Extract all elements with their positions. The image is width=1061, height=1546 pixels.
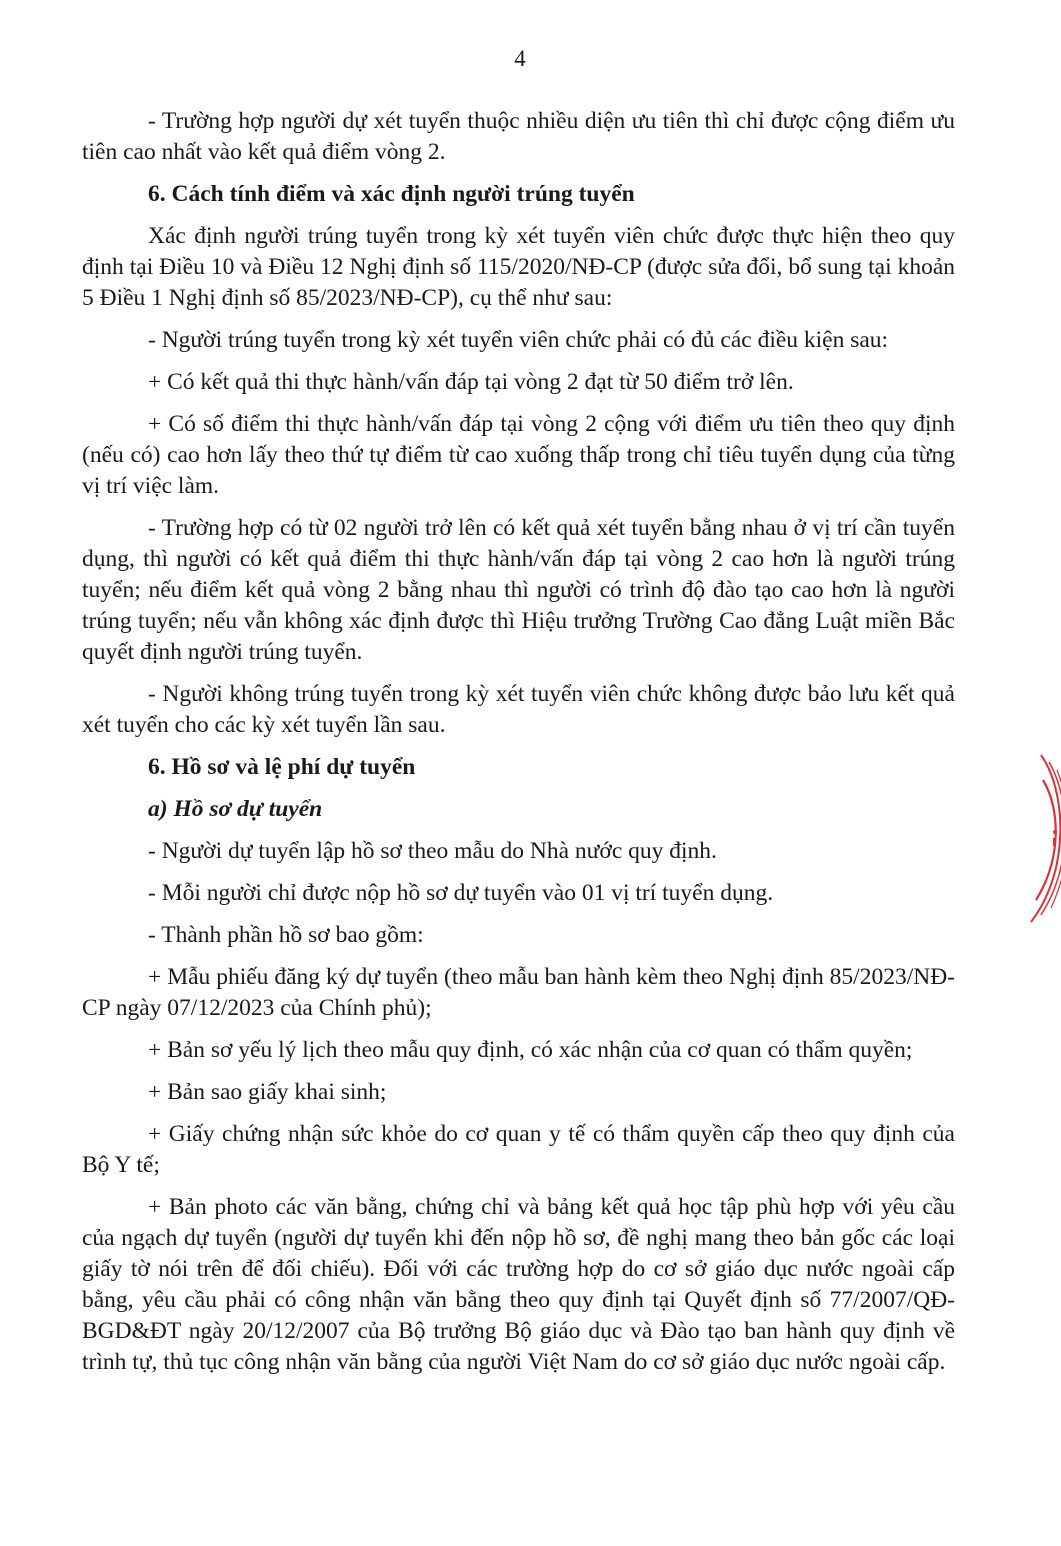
subsection-heading-dossier: a) Hồ sơ dự tuyển [148,796,323,822]
paragraph-one-position: - Mỗi người chỉ được nộp hồ sơ dự tuyển vào 01 vị trí tuyển dụng. [148,880,774,906]
paragraph-diplomas: + Bản photo các văn bằng, chứng chỉ và bảng kết quả học tập phù hợp với yêu cầu của ngạch dự tuyển (người dự tuyển khi đến nộp hồ sơ, đề nghị mang theo bản gốc các loại giấy tờ nói trên để đối chiếu). Đối với các trường hợp do cơ sở giáo dục nước ngoài cấp bằng, yêu cầu phải có công nhận văn bằng theo quy định tại Quyết định số 77/2007/QĐ-BGD&ĐT ngày 20/12/2007 của Bộ trưởng Bộ giáo dục và Đào tạo ban hành quy định về trình tự, thủ tục công nhận văn bằng của người Việt Nam do cơ sở giáo dục nước ngoài cấp. [82,1194,955,1375]
paragraph-condition-1: + Có kết quả thi thực hành/vấn đáp tại vòng 2 đạt từ 50 điểm trở lên. [148,369,794,395]
paragraph-priority-points: - Trường hợp người dự xét tuyển thuộc nhiều diện ưu tiên thì chỉ được cộng điểm ưu tiên cao nhất vào kết quả điểm vòng 2. [82,108,955,165]
paragraph-health-certificate: + Giấy chứng nhận sức khỏe do cơ quan y tế có thẩm quyền cấp theo quy định của Bộ Y tế; [82,1121,955,1178]
paragraph-tie-break: - Trường hợp có từ 02 người trở lên có kết quả xét tuyển bằng nhau ở vị trí cần tuyển dụng, thì người có kết quả điểm thi thực hành/vấn đáp tại vòng 2 cao hơn là người trúng tuyển; nếu điểm kết quả vòng 2 bằng nhau thì người có trình độ đào tạo cao hơn là người trúng tuyển; nếu vẫn không xác định được thì Hiệu trưởng Trường Cao đẳng Luật miền Bắc quyết định người trúng tuyển. [82,515,955,665]
section-heading-application: 6. Hồ sơ và lệ phí dự tuyển [148,754,416,780]
paragraph-dossier-form: - Người dự tuyển lập hồ sơ theo mẫu do Nhà nước quy định. [148,838,717,864]
paragraph-resume: + Bản sơ yếu lý lịch theo mẫu quy định, có xác nhận của cơ quan có thẩm quyền; [148,1037,913,1063]
red-seal-stamp-fragment [1011,750,1061,930]
paragraph-birth-certificate: + Bản sao giấy khai sinh; [148,1079,387,1105]
section-heading-scoring: 6. Cách tính điểm và xác định người trúng tuyển [148,181,635,207]
paragraph-condition-2: + Có số điểm thi thực hành/vấn đáp tại vòng 2 cộng với điểm ưu tiên theo quy định (nếu có) cao hơn lấy theo thứ tự điểm từ cao xuống thấp trong chỉ tiêu tuyển dụng của từng vị trí việc làm. [82,411,955,499]
paragraph-components: - Thành phần hồ sơ bao gồm: [148,922,424,948]
paragraph-registration-form: + Mẫu phiếu đăng ký dự tuyển (theo mẫu ban hành kèm theo Nghị định 85/2023/NĐ-CP ngày 07/12/2023 của Chính phủ); [82,964,955,1021]
document-body [82,106,955,1389]
page-number: 4 [514,46,526,71]
paragraph-scoring-intro: Xác định người trúng tuyển trong kỳ xét tuyển viên chức được thực hiện theo quy định tại Điều 10 và Điều 12 Nghị định số 115/2020/NĐ-CP (được sửa đổi, bổ sung tại khoản 5 Điều 1 Nghị định số 85/2023/NĐ-CP), cụ thể như sau: [82,223,955,311]
paragraph-not-reserved: - Người không trúng tuyển trong kỳ xét tuyển viên chức không được bảo lưu kết quả xét tuyển cho các kỳ xét tuyển lần sau. [82,681,955,738]
paragraph-conditions: - Người trúng tuyển trong kỳ xét tuyển viên chức phải có đủ các điều kiện sau: [148,327,889,353]
